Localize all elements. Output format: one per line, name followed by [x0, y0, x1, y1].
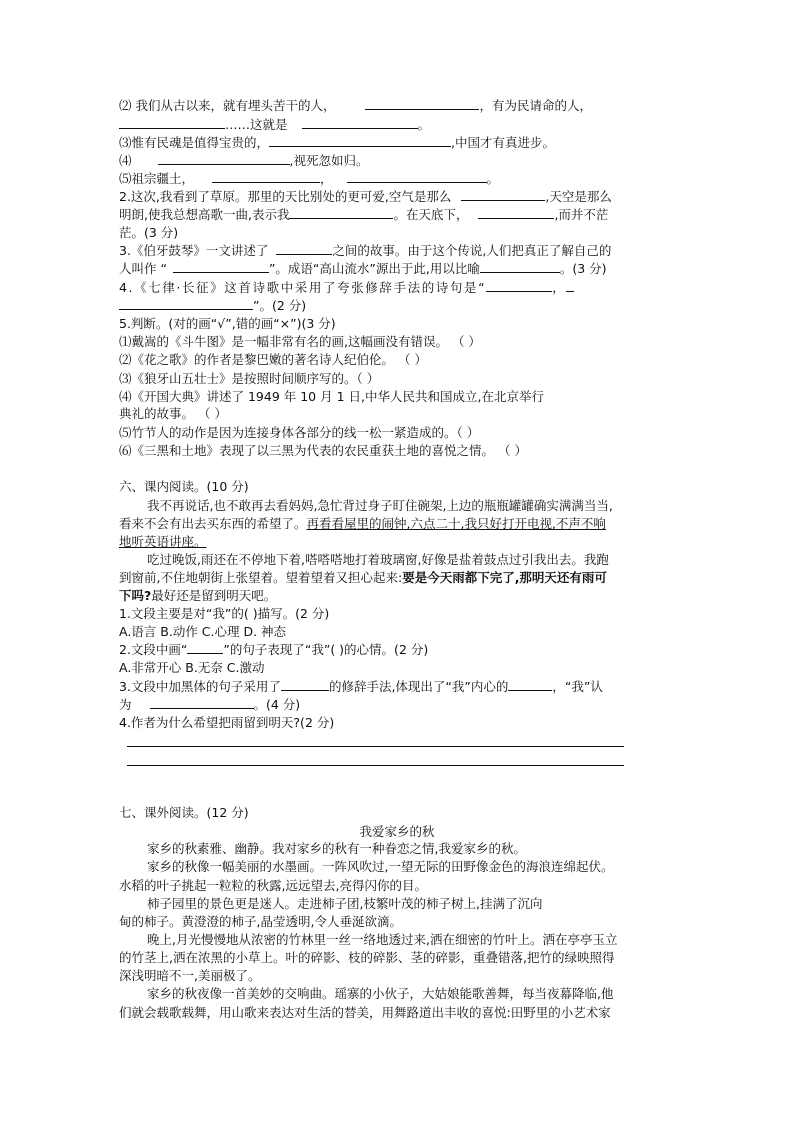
section6-heading: 六、课内阅读。(10 分): [119, 479, 249, 494]
section7-heading: 七、课外阅读。(12 分): [119, 805, 249, 820]
q2-line-2: [119, 206, 608, 224]
text: 茫。(3 分): [119, 225, 179, 240]
answer-blank[interactable]: [566, 279, 574, 292]
answer-blank[interactable]: [365, 97, 479, 110]
text: 的修辞手法,体现出了“我”内心的: [328, 679, 509, 694]
text: 。在天底下，: [393, 207, 469, 222]
text: ”。(2 分): [253, 298, 307, 313]
s6-q1: 1.文段主要是对“我”的( )描写。(2 分): [119, 606, 330, 621]
text: 4.《七律·长征》这首诗歌中采用了夸张修辞手法的诗句是“: [119, 280, 487, 295]
s6-para2-line1: 吃过晚饭,雨还在不停地下着,嗒嗒嗒地打着玻璃窗,好像是盐着鼓点过引我出去。我跑: [147, 552, 609, 567]
q1-line-5: [119, 152, 368, 170]
answer-blank[interactable]: [158, 152, 290, 165]
q1-line-6: [119, 170, 499, 188]
q5-item-2: ⑵《花之歌》的作者是黎巴嫩的著名诗人纪伯伦。 （ ）: [119, 352, 427, 367]
s7-para3-line1: 柿子园里的景色更是迷人。走进柿子团,枝繁叶茂的柿子树上,挂满了沉向: [147, 896, 543, 911]
underlined-sentence: 再看看屋里的闹钟,六点二十,我只好打开电视,不声不响: [306, 516, 606, 531]
answer-blank[interactable]: [212, 170, 320, 183]
text: ⑸祖宗疆土，: [119, 171, 195, 186]
text: 。: [486, 171, 500, 186]
s6-q2-options: A.非常开心 B.无奈 C.激动: [119, 660, 265, 675]
answer-blank[interactable]: [119, 297, 253, 310]
text: 人叫作 “: [119, 261, 167, 276]
text: ，: [552, 280, 567, 295]
s7-para2-line2: 水稻的叶子挑起一粒粒的秋露,远远望去,亮得闪你的目。: [119, 878, 427, 893]
text: ……这就是: [225, 117, 288, 132]
s7-para3-line2: 甸的柿子。黄澄澄的柿子,晶莹透明,令人垂涎欲滴。: [119, 914, 402, 929]
text: ”的句子表现了“我”( )的心情。(2 分): [223, 642, 429, 657]
s7-para4-line1: 晚上,月光慢慢地从浓密的竹林里一丝一络地透过来,洒在细密的竹叶上。洒在亭亭玉立: [147, 932, 618, 947]
q5-item-3: ⑶《狼牙山五壮士》是按照时间顺序写的。（ ）: [119, 371, 380, 386]
s6-q1-options: A.语言 B.动作 C.心理 D. 神态: [119, 624, 287, 639]
s7-para5-line1: 家乡的秋夜像一首美妙的交响曲。瑶寨的小伙子，大姑娘能歌善舞，每当夜幕降临,他: [147, 986, 614, 1001]
text: ,视死忽如归。: [289, 153, 369, 168]
s7-para1: 家乡的秋素雅、幽静。我对家乡的秋有一种眷恋之情,我爱家乡的秋。: [147, 841, 526, 856]
q5-item-1: ⑴戴嵩的《斗牛图》是一幅非常有名的画,这幅画没有错误。 （ ）: [119, 334, 481, 349]
answer-blank[interactable]: [269, 134, 451, 147]
q4-line-1: [119, 279, 574, 297]
s6-para2-line2: [119, 569, 607, 587]
answer-blank[interactable]: [119, 116, 225, 129]
answer-blank[interactable]: [480, 260, 560, 273]
text: ⑷: [119, 153, 132, 168]
q5-heading: 5.判断。(对的画“√”,错的画“×”)(3 分): [119, 316, 336, 331]
q5-item-4: ⑷《开国大典》讲述了 1949 年 10 月 1 日,中华人民共和国成立,在北京举行: [119, 389, 544, 404]
q2-line-3: [119, 224, 178, 242]
text: 。(3 分): [559, 261, 607, 276]
answer-blank[interactable]: [478, 206, 554, 219]
text: ,而并不茫: [554, 207, 609, 222]
text: 看来不会有出去买东西的希望了。: [119, 516, 307, 531]
text: ,中国才有真进步。: [451, 135, 555, 150]
bold-sentence: 要是今天雨都下完了,那明天还有雨可: [402, 570, 607, 585]
q1-line-2: [119, 97, 592, 115]
s6-para2-line3: [119, 587, 276, 605]
answer-blank[interactable]: [173, 260, 269, 273]
text: 。(4 分): [253, 697, 301, 712]
text: 。: [417, 117, 431, 132]
q3-line-2: [119, 260, 607, 278]
text: ”。成语“高山流水”源出于此,用以比喻: [268, 261, 480, 276]
text: 3.文段中加黑体的句子采用了: [119, 679, 281, 694]
underlined-sentence: 地听英语讲座。: [119, 534, 207, 549]
text: 2.这次,我看到了草原。那里的天比别处的更可爱,空气是那么: [119, 189, 452, 204]
answer-blank[interactable]: [486, 279, 552, 292]
q1-line-4: [119, 134, 555, 152]
q3-line-1: [119, 242, 611, 260]
q5-item-6: ⑹《三黑和土地》表现了以三黑为代表的农民重获土地的喜悦之情。 （ ）: [119, 443, 527, 458]
answer-blank[interactable]: [150, 696, 254, 709]
answer-blank[interactable]: [302, 116, 418, 129]
passage-title: 我爱家乡的秋: [359, 824, 435, 839]
s7-para4-line3: 深浅明暗不一,美丽极了。: [119, 968, 261, 983]
answer-blank[interactable]: [281, 678, 329, 691]
text: ⑵ 我们从古以来，就有埋头苦干的人，: [119, 98, 336, 113]
s7-para5-line2: 们就会载歌载舞，用山歌来表达对生活的替美，用舞路道出丰收的喜悦:田野里的小艺术家: [119, 1005, 611, 1020]
s6-para1-line3: [119, 533, 207, 551]
s6-q3-cont: [119, 696, 300, 714]
s7-para2-line1: 家乡的秋像一幅美丽的水墨画。一阵风吹过,一望无际的田野像金色的海浪连绵起伏。: [147, 859, 614, 874]
bold-sentence: 下吗?: [119, 588, 152, 603]
q4-line-2: [119, 297, 306, 315]
q1-line-3: [119, 116, 430, 134]
answer-blank[interactable]: [508, 678, 552, 691]
text: ,天空是那么: [545, 189, 612, 204]
text: 到窗前,不住地朝街上张望着。望着望着又担心起来:: [119, 570, 403, 585]
s6-para1-line2: [119, 515, 606, 533]
text: 明朗,使我总想高歌一曲,表示我: [119, 207, 290, 222]
answer-blank[interactable]: [289, 206, 393, 219]
s6-q4: 4.作者为什么希望把雨留到明天?(2 分): [119, 715, 335, 730]
answer-blank[interactable]: [347, 170, 487, 183]
text: 3.《伯牙鼓琴》一文讲述了: [119, 243, 269, 258]
s7-para4-line2: 的竹茎上,洒在浓黑的小草上。叶的碎影、枝的碎影、茎的碎影，重叠错落,把竹的绿映照得: [119, 950, 615, 965]
answer-line[interactable]: [127, 765, 624, 766]
answer-blank[interactable]: [187, 641, 223, 654]
text: 为: [119, 697, 132, 712]
s6-q3: [119, 678, 603, 696]
answer-line[interactable]: [127, 746, 624, 747]
answer-blank[interactable]: [276, 242, 332, 255]
answer-blank[interactable]: [461, 188, 545, 201]
text: ⑶惟有民魂是值得宝贵的，: [119, 135, 270, 150]
s6-para1-line1: 我不再说话,也不敢再去看妈妈,急忙背过身子盯住碗架,上边的瓶瓶罐罐确实满满当当,: [147, 498, 613, 513]
text: 2.文段中画“: [119, 642, 188, 657]
text: 之间的故事。由于这个传说,人们把真正了解自己的: [332, 243, 612, 258]
q5-item-4-cont: 典礼的故事。 （ ）: [119, 406, 227, 421]
q2-line-1: [119, 188, 612, 206]
text: ，: [320, 171, 333, 186]
text: ，有为民请命的人，: [479, 98, 592, 113]
q5-item-5: ⑸竹节人的动作是因为连接身体各部分的线一松一紧造成的。（ ）: [119, 425, 480, 440]
text: ，“我”认: [552, 679, 603, 694]
text: 最好还是留到明天吧。: [151, 588, 277, 603]
s6-q2: [119, 641, 428, 659]
